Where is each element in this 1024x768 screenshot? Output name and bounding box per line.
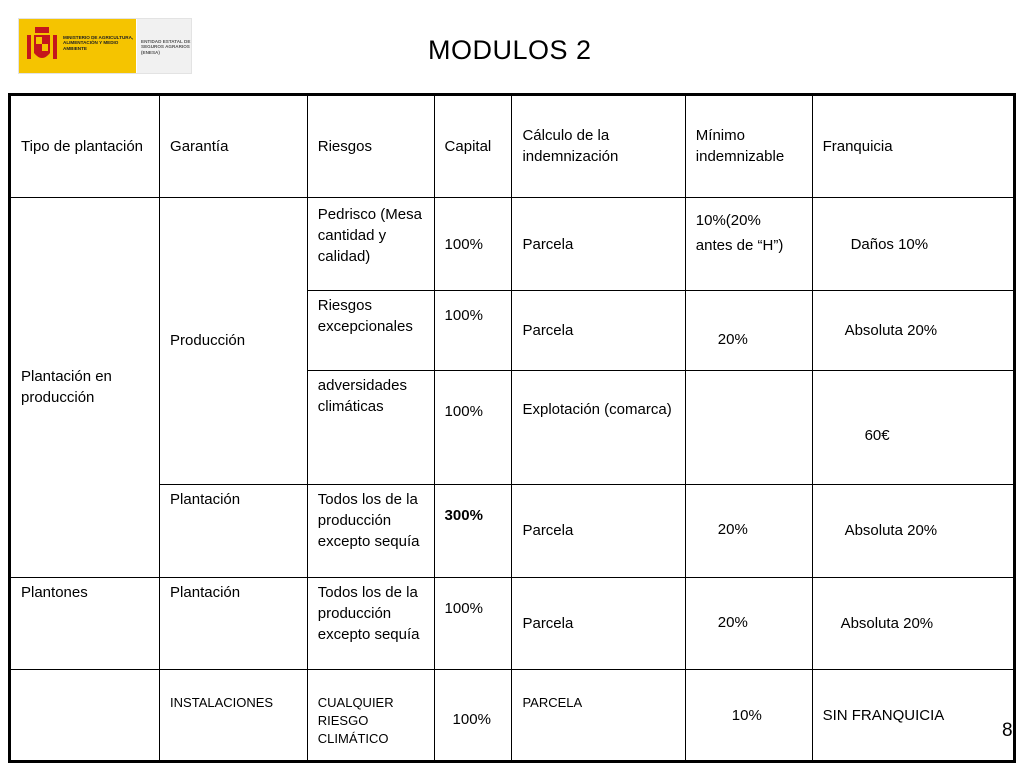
riesgos-cell: Riesgos excepcionales bbox=[307, 291, 434, 371]
garantia-produccion: Producción bbox=[160, 197, 308, 484]
capital-cell: 100% bbox=[434, 577, 512, 670]
riesgos-cell: Todos los de la producción excepto sequía bbox=[307, 577, 434, 670]
ministry-name: MINISTERIO DE AGRICULTURA, ALIMENTACIÓN Y MEDIO AMBIENTE bbox=[63, 35, 134, 51]
header-calculo: Cálculo de la indemnización bbox=[512, 95, 685, 198]
header-garantia: Garantía bbox=[160, 95, 308, 198]
header-riesgos: Riesgos bbox=[307, 95, 434, 198]
minimo-cell: 20% bbox=[685, 577, 812, 670]
calculo-cell: Parcela bbox=[512, 291, 685, 371]
capital-cell: 100% bbox=[434, 197, 512, 291]
page-title: MODULOS 2 bbox=[428, 35, 592, 65]
garantia-cell: INSTALACIONES bbox=[160, 670, 308, 762]
modules-table bbox=[8, 93, 1016, 763]
table-row bbox=[10, 197, 1015, 291]
group-plantones: Plantones bbox=[10, 577, 160, 670]
header-capital: Capital bbox=[434, 95, 512, 198]
header-franquicia: Franquicia bbox=[812, 95, 1014, 198]
franquicia-cell: Absoluta 20% bbox=[812, 484, 1014, 577]
ministry-logo bbox=[18, 18, 192, 74]
header-row bbox=[10, 95, 1015, 198]
calculo-cell: Parcela bbox=[512, 484, 685, 577]
capital-cell: 100% bbox=[434, 291, 512, 371]
header-tipo: Tipo de plantación bbox=[10, 95, 160, 198]
table-row bbox=[10, 484, 1015, 577]
capital-cell: 100% bbox=[434, 670, 512, 762]
table-row bbox=[10, 670, 1015, 762]
calculo-cell: PARCELA bbox=[512, 670, 685, 762]
calculo-cell: Parcela bbox=[512, 197, 685, 291]
riesgos-cell: Todos los de la producción excepto sequía bbox=[307, 484, 434, 577]
page-number: 8 bbox=[1002, 720, 1013, 741]
minimo-cell: 10%(20% antes de “H”) bbox=[685, 197, 812, 291]
header-minimo: Mínimo indemnizable bbox=[685, 95, 812, 198]
franquicia-cell: 60€ bbox=[812, 371, 1014, 485]
franquicia-cell: Absoluta 20% bbox=[812, 291, 1014, 371]
riesgos-cell: CUALQUIER RIESGO CLIMÁTICO bbox=[307, 670, 434, 762]
minimo-cell: 20% bbox=[685, 484, 812, 577]
riesgos-cell: Pedrisco (Mesa cantidad y calidad) bbox=[307, 197, 434, 291]
coat-of-arms-icon bbox=[23, 25, 61, 67]
empty-cell bbox=[10, 670, 160, 762]
minimo-cell: 10% bbox=[685, 670, 812, 762]
garantia-cell: Plantación bbox=[160, 577, 308, 670]
capital-cell: 300% bbox=[434, 484, 512, 577]
franquicia-cell: Daños 10% bbox=[812, 197, 1014, 291]
minimo-cell: 20% bbox=[685, 291, 812, 371]
entity-name: ENTIDAD ESTATAL DE SEGUROS AGRARIOS (ENESA) bbox=[141, 39, 191, 55]
garantia-cell: Plantación bbox=[160, 484, 308, 577]
capital-cell: 100% bbox=[434, 371, 512, 485]
table-row bbox=[10, 577, 1015, 670]
riesgos-cell: adversidades climáticas bbox=[307, 371, 434, 485]
group-plantacion-produccion: Plantación en producción bbox=[10, 197, 160, 577]
franquicia-cell: SIN FRANQUICIA bbox=[812, 670, 1014, 762]
calculo-cell: Parcela bbox=[512, 577, 685, 670]
franquicia-cell: Absoluta 20% bbox=[812, 577, 1014, 670]
minimo-cell bbox=[685, 371, 812, 485]
calculo-cell: Explotación (comarca) bbox=[512, 371, 685, 485]
